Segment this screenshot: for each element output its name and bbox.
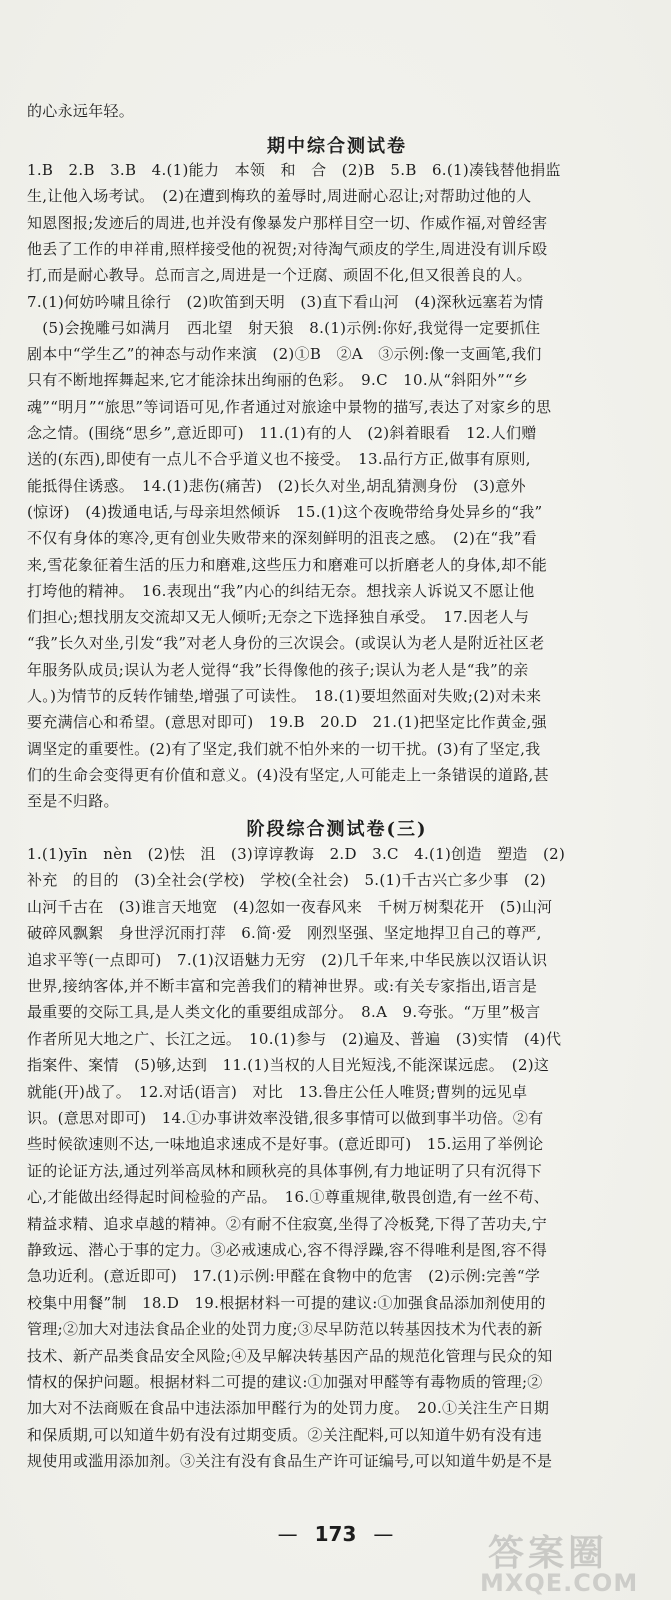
answer-line: 就能(开)战了。 12.对话(语言) 对比 13.鲁庄公任人唯贤;曹刿的远见卓 xyxy=(27,1082,528,1101)
answer-line: 作者所见大地之广、长江之远。 10.(1)参与 (2)遍及、普遍 (3)实情 (4)代 xyxy=(27,1029,562,1048)
answer-line: 山河千古在 (3)谁言天地宽 (4)忽如一夜春风来 千树万树梨花开 (5)山河 xyxy=(27,897,553,916)
section-title-midterm: 期中综合测试卷 xyxy=(267,136,407,157)
answer-line: 破碎风飘絮 身世浮沉雨打萍 6.简·爱 刚烈坚强、坚定地捍卫自己的尊严, xyxy=(27,924,542,943)
answer-line: 加大对不法商贩在食品中违法添加甲醛行为的处罚力度。 20.①关注生产日期 xyxy=(27,1399,550,1418)
answer-line: 世界,接纳客体,并不断丰富和完善我们的精神世界。或:有关专家指出,语言是 xyxy=(27,977,538,995)
page-number-dash-right: — xyxy=(373,1522,394,1546)
answer-line: 些时候欲速则不达,一味地追求速成不是好事。(意近即可) 15.运用了举例论 xyxy=(27,1135,544,1154)
page-number-value: 173 xyxy=(314,1522,357,1546)
answer-line: 证的论证方法,通过列举高凤林和顾秋亮的具体事例,有力地证明了只有沉得下 xyxy=(27,1161,543,1180)
section-title-stage-test-3: 阶段综合测试卷(三) xyxy=(246,819,428,840)
answer-line: 送的(东西),即使有一点儿不合乎道义也不接受。 13.品行方正,做事有原则, xyxy=(27,450,531,469)
answer-line: 校集中用餐”制 18.D 19.根据材料一可提的建议:①加强食品添加剂使用的 xyxy=(27,1293,546,1312)
watermark-logo-text: 答案圈 xyxy=(488,1533,609,1574)
answer-line: 情权的保护问题。根据材料二可提的建议:①加强对甲醛等有毒物质的管理;② xyxy=(27,1373,543,1391)
answer-line: 急功近利。(意近即可) 17.(1)示例:甲醛在食物中的危害 (2)示例:完善“学 xyxy=(27,1267,541,1286)
answer-line: 调坚定的重要性。(2)有了坚定,我们就不怕外来的一切干扰。(3)有了坚定,我 xyxy=(27,739,541,758)
page-number-dash-left: — xyxy=(277,1522,298,1546)
answer-line: 和保质期,可以知道牛奶有没有过期变质。②关注配料,可以知道牛奶有没有违 xyxy=(27,1425,543,1444)
answer-line: 指案件、案情 (5)够,达到 11.(1)当权的人目光短浅,不能深谋远虑。 (2)这 xyxy=(27,1056,550,1075)
answer-line: 静致远、潜心于事的定力。③必戒速成心,容不得浮躁,容不得唯利是图,容不得 xyxy=(27,1241,548,1259)
answer-line: 心,才能做出经得起时间检验的产品。 16.①尊重规律,敬畏创造,有一丝不苟、 xyxy=(27,1188,550,1207)
answer-line: 能抵得住诱惑。 14.(1)悲伤(痛苦) (2)长久对坐,胡乱猜测身份 (3)意外 xyxy=(27,476,526,495)
answer-line: 补充 的目的 (3)全社会(学校) 学校(全社会) 5.(1)千古兴亡多少事 (2) xyxy=(27,871,547,890)
answer-line: 们担心;想找朋友交流却又无人倾听;无奈之下选择独自承受。 17.因老人与 xyxy=(27,608,530,627)
answer-line: 他丢了工作的申祥甫,照样接受他的祝贺;对待淘气顽皮的学生,周进没有训斥殴 xyxy=(27,239,548,258)
watermark-url: MXQE.COM xyxy=(480,1569,639,1597)
answer-line: 念之情。(围绕“思乡”,意近即可) 11.(1)有的人 (2)斜着眼看 12.人们赠 xyxy=(27,424,537,442)
answer-line: 1.(1)yīn nèn (2)怯 沮 (3)谆谆教诲 2.D 3.C 4.(1)创造 塑造 (2) xyxy=(27,845,566,863)
answer-line: 追求平等(一点即可) 7.(1)汉语魅力无穷 (2)几千年来,中华民族以汉语认识 xyxy=(27,950,548,969)
answer-line: 1.B 2.B 3.B 4.(1)能力 本领 和 合 (2)B 5.B 6.(1)凑钱替他捐监 xyxy=(27,161,561,179)
answer-line: 知恩图报;发迹后的周进,也并没有像暴发户那样目空一切、作威作福,对曾经害 xyxy=(27,213,548,232)
answer-line: 们的生命会变得更有价值和意义。(4)没有坚定,人可能走上一条错误的道路,甚 xyxy=(27,765,549,784)
answer-line: 不仅有身体的寒冷,更有创业失败带来的深刻鲜明的沮丧之感。 (2)在“我”看 xyxy=(27,529,537,548)
answer-line: 年服务队成员;误认为老人觉得“我”长得像他的孩子;误认为老人是“我”的亲 xyxy=(27,660,529,679)
answer-line: (5)会挽雕弓如满月 西北望 射天狼 8.(1)示例:你好,我觉得一定要抓住 xyxy=(27,318,541,337)
answer-line: 技术、新产品类食品安全风险;④及早解决转基因产品的规范化管理与民众的知 xyxy=(27,1346,553,1365)
answer-line: 至是不归路。 xyxy=(27,792,119,811)
answer-line: 最重要的交际工具,是人类文化的重要组成部分。 8.A 9.夸张。“万里”极言 xyxy=(27,1003,541,1022)
answer-line: 7.(1)何妨吟啸且徐行 (2)吹笛到天明 (3)直下看山河 (4)深秋远塞若为情 xyxy=(27,292,544,311)
answer-line: 要充满信心和希望。(意思对即可) 19.B 20.D 21.(1)把坚定比作黄金,强 xyxy=(27,713,547,732)
answer-line: 打垮他的精神。 16.表现出“我”内心的纠结无奈。想找亲人诉说又不愿让他 xyxy=(27,581,535,600)
answer-line: 识。(意思对即可) 14.①办事讲效率没错,很多事情可以做到事半功倍。②有 xyxy=(27,1109,544,1127)
answer-line: 只有不断地挥舞起来,它才能涂抹出绚丽的色彩。 9.C 10.从“斜阳外”“乡 xyxy=(27,371,529,390)
answer-line: 人。)为情节的反转作铺垫,增强了可读性。 18.(1)要坦然面对失败;(2)对未来 xyxy=(27,687,542,705)
answer-line: 魂”“明月”“旅思”等词语可见,作者通过对旅途中景物的描写,表达了对家乡的思 xyxy=(27,397,552,416)
answer-line: (惊讶) (4)拨通电话,与母亲坦然倾诉 15.(1)这个夜晚带给身处异乡的“我” xyxy=(27,502,543,521)
answer-line: 生,让他入场考试。 (2)在遭到梅玖的羞辱时,周进耐心忍让;对帮助过他的人 xyxy=(27,187,532,206)
answer-line: 来,雪花象征着生活的压力和磨难,这些压力和磨难可以折磨老人的身体,却不能 xyxy=(27,555,548,574)
carryover-line: 的心永远年轻。 xyxy=(27,102,135,120)
watermark-logo xyxy=(480,1525,665,1597)
answer-line: “我”长久对坐,引发“我”对老人身份的三次误会。(或误认为老人是附近社区老 xyxy=(27,634,545,653)
answer-line: 精益求精、追求卓越的精神。②有耐不住寂寞,坐得了冷板凳,下得了苦功夫,宁 xyxy=(27,1214,548,1233)
answer-line: 管理;②加大对违法食品企业的处罚力度;③尽早防范以转基因技术为代表的新 xyxy=(27,1320,543,1339)
answer-line: 剧本中“学生乙”的神态与动作来演 (2)①B ②A ③示例:像一支画笔,我们 xyxy=(27,345,542,364)
answer-line: 规使用或滥用添加剂。③关注有没有食品生产许可证编号,可以知道牛奶是不是 xyxy=(27,1452,553,1471)
answer-line: 打,而是耐心教导。总而言之,周进是一个迂腐、顽固不化,但又很善良的人。 xyxy=(27,266,532,285)
